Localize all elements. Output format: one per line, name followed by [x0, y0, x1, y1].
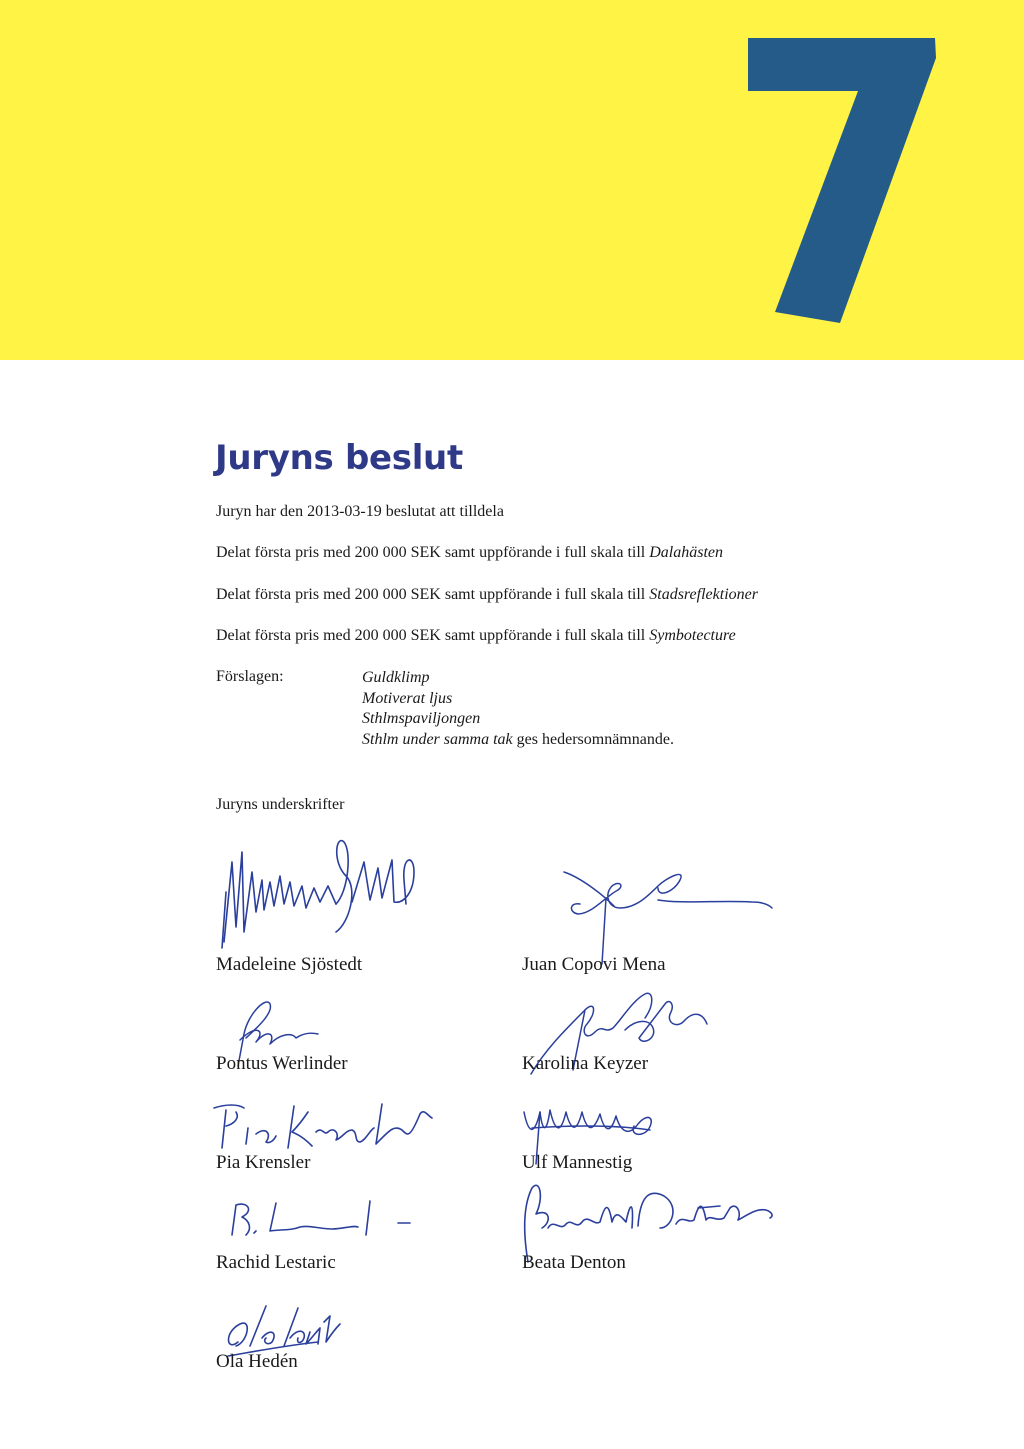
intro-text: Juryn har den 2013-03-19 beslutat att tilldela	[216, 503, 504, 520]
prize-text: Delat första pris med 200 000 SEK samt uppförande i full skala till	[216, 544, 650, 561]
chapter-number-glyph	[748, 38, 936, 323]
prize-line-2	[216, 586, 758, 604]
signatory-name: Pia Krensler	[216, 1152, 311, 1173]
proposal-item: Guldklimp	[362, 669, 430, 686]
prize-project: Dalahästen	[649, 544, 724, 561]
prize-project: Symbotecture	[649, 627, 736, 644]
proposals-label: Förslagen:	[216, 668, 284, 685]
prize-text: Delat första pris med 200 000 SEK samt uppförande i full skala till	[216, 586, 650, 603]
proposal-item: Sthlm under samma tak ges hedersomnämnande.	[362, 730, 674, 748]
signature-rachid-lestaric	[220, 1195, 420, 1245]
prize-line-3	[216, 627, 736, 645]
signature-madeleine-sjostedt	[218, 832, 428, 962]
signatures-heading: Juryns underskrifter	[216, 796, 345, 813]
signatory-name: Pontus Werlinder	[216, 1053, 348, 1074]
signatory-name: Madeleine Sjöstedt	[216, 954, 363, 975]
prize-line-1	[216, 544, 723, 562]
signatory-name: Beata Denton	[522, 1252, 626, 1273]
prize-project: Stadsreflektioner	[649, 586, 758, 603]
proposals-list	[362, 668, 674, 750]
chapter-number-seven	[740, 30, 940, 330]
signatory-name: Ola Hedén	[216, 1351, 298, 1372]
signatory-name: Rachid Lestaric	[216, 1252, 336, 1273]
prize-text: Delat första pris med 200 000 SEK samt uppförande i full skala till	[216, 627, 650, 644]
signature-pia-krensler	[212, 1096, 442, 1156]
proposal-item: Sthlmspaviljongen	[362, 710, 481, 727]
signatory-name: Ulf Mannestig	[522, 1152, 633, 1173]
proposal-item: Motiverat ljus	[362, 689, 453, 707]
signature-juan-copovi-mena	[562, 856, 777, 966]
signatory-name: Juan Copovi Mena	[522, 954, 666, 975]
page-title: Juryns beslut	[215, 438, 463, 478]
signatory-name: Karolina Keyzer	[522, 1053, 649, 1074]
